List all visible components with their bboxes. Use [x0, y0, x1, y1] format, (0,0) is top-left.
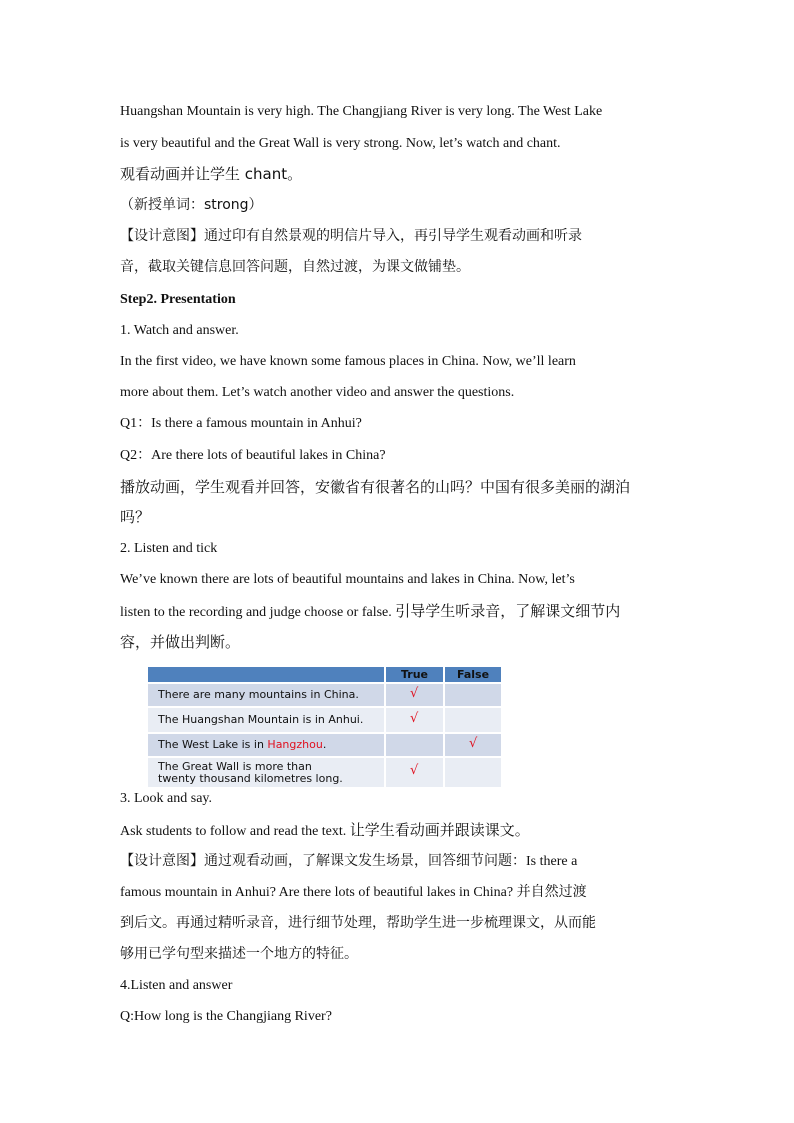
paragraph-line: In the first video, we have known some famous places in China. Now, we’ll learn [120, 354, 576, 369]
table-cell-statement: There are many mountains in China. [158, 688, 359, 701]
section-heading: Step2. Presentation [120, 292, 236, 307]
paragraph-line [120, 601, 620, 623]
step-heading: 2. Listen and tick [120, 541, 218, 556]
check-mark-icon: √ [469, 736, 478, 751]
step-heading: 3. Look and say. [120, 791, 213, 806]
table-cell-statement: The Huangshan Mountain is in Anhui. [158, 713, 364, 726]
step-heading: 1. Watch and answer. [120, 323, 239, 338]
design-intent-line: 到后文。再通过精听录音，进行细节处理，帮助学生进一步梳理课文，从而能 [120, 915, 596, 931]
check-mark-icon: √ [410, 686, 419, 701]
question-line: Q1：Is there a famous mountain in Anhui? [120, 416, 362, 431]
paragraph-line: We’ve known there are lots of beautiful mountains and lakes in China. Now, let’s [120, 572, 575, 587]
design-intent-line: 够用已学句型来描述一个地方的特征。 [120, 946, 358, 962]
table-row [148, 734, 501, 756]
question-line: Q2：Are there lots of beautiful lakes in China? [120, 448, 386, 463]
table-row [148, 758, 501, 787]
paragraph-line: 容，并做出判断。 [120, 633, 241, 651]
paragraph-line: 观看动画并让学生 chant。 [120, 165, 303, 183]
question-line: Q:How long is the Changjiang River? [120, 1009, 332, 1024]
paragraph-line: 吗？ [120, 508, 151, 526]
table-row [148, 708, 501, 732]
step-heading: 4.Listen and answer [120, 978, 233, 993]
paragraph-text-cn: 并自然过渡 [516, 884, 587, 900]
table-header-blank [148, 667, 384, 682]
paragraph-line [120, 820, 530, 842]
paragraph-line: is very beautiful and the Great Wall is very strong. Now, let’s watch and chant. [120, 136, 561, 151]
design-intent-line [120, 851, 577, 872]
check-mark-icon: √ [410, 763, 419, 778]
table-cell-statement: The West Lake is in Hangzhou. [158, 738, 327, 751]
paragraph-text-cn: 【设计意图】通过观看动画，了解课文发生场景，回答细节问题： [120, 853, 526, 869]
paragraph-text-en: Is there a [526, 854, 578, 869]
table-header-true: True [386, 667, 443, 682]
paragraph-text-en: Ask students to follow and read the text. [120, 824, 350, 839]
highlighted-place-name: Hangzhou [267, 738, 323, 751]
table-row [148, 684, 501, 706]
paragraph-text-en: listen to the recording and judge choose or false. [120, 605, 396, 620]
paragraph-text-cn: 让学生看动画并跟读课文。 [349, 821, 530, 839]
check-mark-icon: √ [410, 711, 419, 726]
paragraph-line: more about them. Let’s watch another video and answer the questions. [120, 385, 515, 400]
paragraph-line: Huangshan Mountain is very high. The Changjiang River is very long. The West Lake [120, 104, 603, 119]
true-false-table [148, 667, 501, 787]
paragraph-line: 播放动画，学生观看并回答，安徽省有很著名的山吗？中国有很多美丽的湖泊 [120, 478, 631, 496]
paragraph-text-cn: 引导学生听录音，了解课文细节内 [395, 602, 621, 620]
design-intent-line: 【设计意图】通过印有自然景观的明信片导入，再引导学生观看动画和听录 [120, 228, 582, 244]
table-cell-statement: The Great Wall is more than twenty thousand kilometres long. [158, 760, 343, 785]
paragraph-text-en: famous mountain in Anhui? Are there lots of beautiful lakes in China? [120, 885, 517, 900]
table-header-false: False [445, 667, 501, 682]
paragraph-line: （新授单词：strong） [120, 197, 263, 213]
design-intent-line: 音，截取关键信息回答问题，自然过渡，为课文做铺垫。 [120, 259, 470, 275]
design-intent-line [120, 882, 587, 903]
